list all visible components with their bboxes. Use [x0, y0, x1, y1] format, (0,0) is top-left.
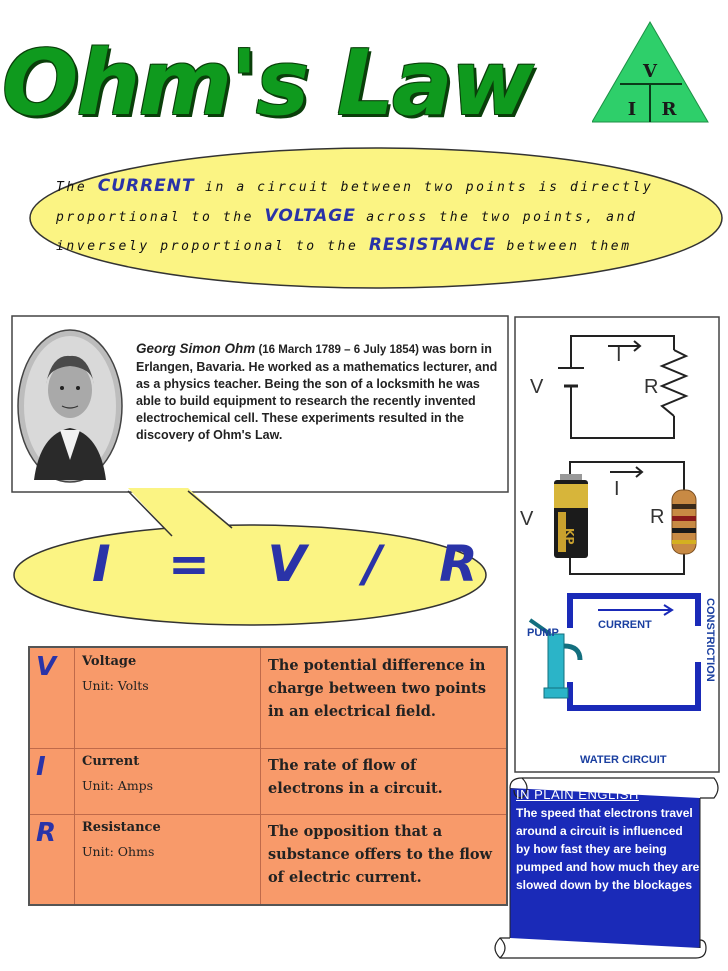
row-description: The potential difference in charge between two points in an electrical field. — [268, 657, 487, 720]
bio-name: Georg Simon Ohm — [136, 341, 256, 356]
vir-table — [28, 646, 508, 906]
bio-text — [136, 340, 508, 444]
row-quantity: Resistance — [82, 820, 161, 835]
svg-text:KP: KP — [563, 528, 576, 545]
water-circuit-caption: WATER CIRCUIT — [580, 754, 667, 766]
formula: I = V / R — [92, 535, 498, 593]
battery-icon — [554, 474, 588, 558]
row-symbol: V — [36, 652, 57, 682]
circuit-1-r-label: R — [644, 376, 659, 398]
bio-dates: (16 March 1789 – 6 July 1854) — [255, 344, 419, 356]
water-current-label: CURRENT — [598, 619, 652, 631]
table-row — [30, 748, 506, 815]
quote-line-1: The CURRENT in a circuit between two points is directly — [56, 176, 654, 196]
circuit-2-v-label: V — [520, 508, 534, 530]
water-constriction-label: CONSTRICTION — [704, 598, 716, 682]
quote-line-2: proportional to the VOLTAGE across the two points, and — [56, 206, 638, 226]
vir-triangle-icon — [592, 20, 710, 124]
table-row — [30, 648, 506, 749]
keyword-voltage: VOLTAGE — [264, 206, 356, 226]
bio-body: was born in Erlangen, Bavaria. He worked as a mathematics lecturer, and as a physics teacher. Being the son of a locksmith he was able to build equipment to research the recently invented electrochemical cell. These experiments resulted in the discovery of Ohm's Law. — [136, 342, 498, 442]
row-description: The opposition that a substance offers to the flow of electric current. — [268, 823, 493, 886]
plain-english-heading: IN PLAIN ENGLISH — [516, 787, 639, 802]
triangle-r-label: R — [661, 99, 677, 120]
page-title: Ohm's Law — [2, 31, 533, 136]
circuit-1-v-label: V — [530, 376, 544, 398]
keyword-resistance: RESISTANCE — [368, 235, 497, 255]
resistor-icon — [672, 490, 696, 554]
keyword-current: CURRENT — [97, 176, 195, 196]
row-description: The rate of flow of electrons in a circuit. — [268, 757, 443, 797]
circuit-panel — [514, 316, 720, 774]
row-unit: Unit: Volts — [82, 678, 149, 693]
triangle-v-label: V — [643, 61, 657, 82]
triangle-i-label: I — [627, 99, 637, 120]
row-quantity: Voltage — [82, 654, 137, 669]
circuit-2-r-label: R — [650, 506, 665, 528]
row-unit: Unit: Ohms — [82, 844, 155, 859]
circuit-2-i-label: I — [614, 478, 620, 500]
water-pump-label: PUMP — [527, 627, 559, 639]
row-symbol: I — [36, 752, 46, 782]
quote-line-3: inversely proportional to the RESISTANCE between them — [56, 235, 632, 255]
plain-english-body: The speed that electrons travel around a circuit is influenced by how fast they are being pumped and how much they are slowed down by the blockages — [516, 806, 700, 892]
plain-english-text — [516, 786, 700, 894]
row-unit: Unit: Amps — [82, 778, 154, 793]
circuit-1-i-label: I — [616, 344, 622, 366]
table-row — [30, 814, 506, 904]
row-quantity: Current — [82, 754, 140, 769]
row-symbol: R — [36, 818, 57, 848]
